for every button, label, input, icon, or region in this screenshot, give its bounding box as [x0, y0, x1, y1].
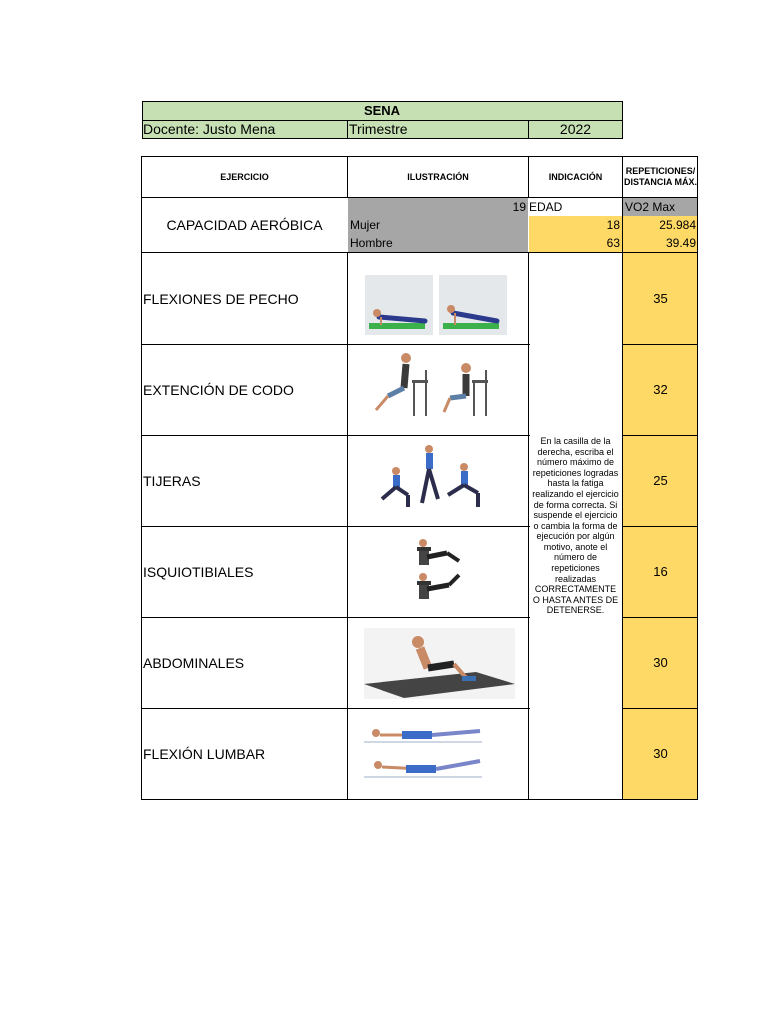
hombre-vo2: 39.49: [665, 236, 696, 250]
chair-dip-illustration: [368, 350, 494, 422]
hombre-label: Hombre: [350, 236, 393, 250]
exercise-reps-5[interactable]: 30: [653, 655, 668, 670]
exercise-name-6: FLEXIÓN LUMBAR: [143, 745, 266, 762]
exercise-name-2: EXTENCIÓN DE CODO: [143, 381, 294, 398]
exercise-reps-2[interactable]: 32: [653, 382, 668, 397]
col-ejercicio: EJERCICIO: [220, 172, 269, 182]
trimestre-label: Trimestre: [349, 121, 408, 137]
exercise-name-4: ISQUIOTIBIALES: [143, 563, 254, 580]
mujer-label: Mujer: [350, 218, 381, 232]
year-value: 2022: [559, 121, 592, 137]
edad-label: EDAD: [529, 200, 563, 214]
col-indicacion: INDICACIÓN: [548, 172, 603, 182]
sena-title: SENA: [363, 103, 401, 118]
hamstring-illustration: [413, 537, 469, 601]
push-up-illustration: [365, 275, 507, 335]
aerobic-top-number: 19: [512, 200, 526, 214]
exercise-reps-1[interactable]: 35: [653, 291, 668, 306]
back-extension-illustration: [362, 719, 487, 779]
lunge-illustration: [374, 443, 484, 513]
crunch-illustration: [364, 628, 515, 699]
exercise-reps-4[interactable]: 16: [653, 564, 668, 579]
indication-text: En la casilla de la derecha, escriba el número máximo de repeticiones logradas hasta la fatiga realizando el ejercicio de forma correcta. Si suspende el ejercicio o cambia la forma de ejecución por algún motivo, anote el número de repeticiones realizadas CORRECTAMENTE O HASTA ANTES DE DETENERSE.: [532, 435, 619, 616]
col-repeticiones: REPETICIONES/ DISTANCIA MÁX.: [624, 166, 697, 187]
exercise-name-1: FLEXIONES DE PECHO: [143, 290, 299, 307]
exercise-name-5: ABDOMINALES: [143, 654, 245, 671]
hombre-edad: 63: [606, 236, 620, 250]
exercise-reps-3[interactable]: 25: [653, 473, 668, 488]
vo2-label: VO2 Max: [625, 200, 676, 214]
mujer-edad: 18: [606, 218, 620, 232]
exercise-name-3: TIJERAS: [143, 472, 201, 489]
col-ilustracion: ILUSTRACIÓN: [407, 172, 469, 182]
mujer-vo2: 25.984: [659, 218, 696, 232]
aerobic-label: CAPACIDAD AERÓBICA: [166, 217, 323, 233]
exercise-reps-6[interactable]: 30: [653, 746, 668, 761]
docente-name: Docente: Justo Mena: [143, 121, 276, 137]
